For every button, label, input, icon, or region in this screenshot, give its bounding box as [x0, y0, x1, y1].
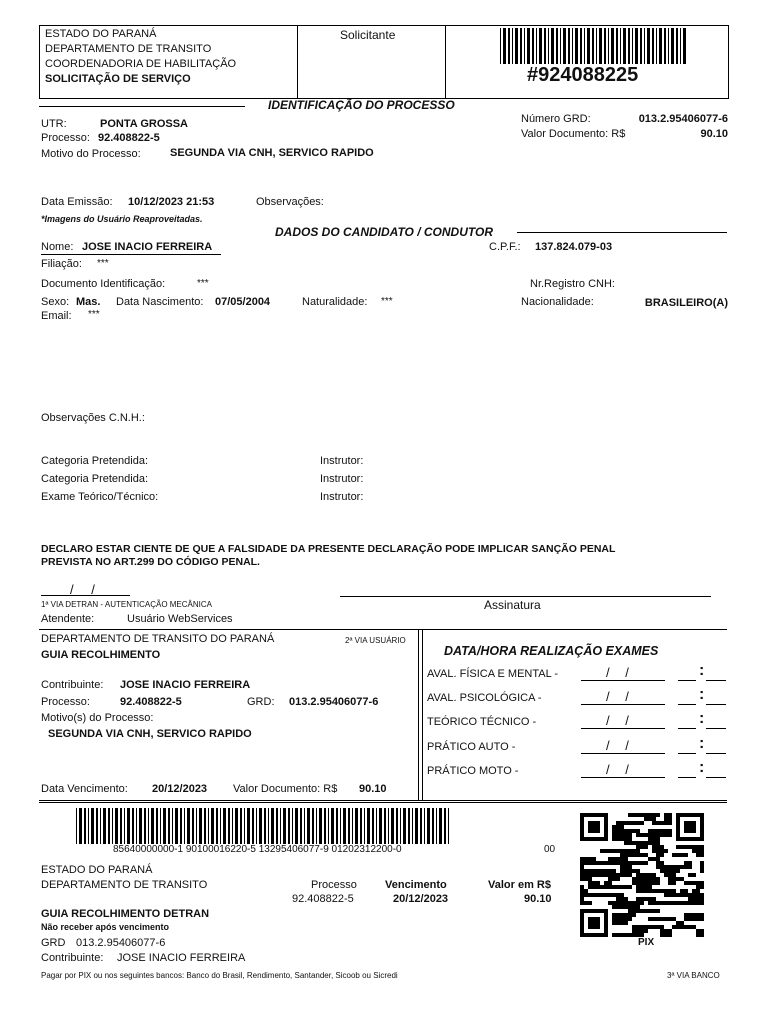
exam-row-date-line [581, 753, 665, 754]
guide-contributor-label: Contribuinte: [41, 679, 104, 691]
naturality-label: Naturalidade: [302, 296, 368, 308]
slip-contributor-value: JOSE INACIO FERREIRA [117, 952, 246, 964]
exam-row-minute-line [706, 704, 726, 705]
process-value: 92.408822-5 [98, 132, 160, 144]
exam-row-date-blank: / / [606, 738, 629, 753]
exam-row-date-blank: / / [606, 762, 629, 777]
digitable-line: 85640000000-1 90100016220-5 13295406077-9 01202312200-0 [113, 844, 402, 855]
guide-value: 90.10 [359, 783, 387, 795]
slip-value-label: Valor em R$ [488, 879, 551, 891]
exam-row-label: PRÁTICO MOTO - [427, 765, 519, 777]
guide-divider-b [422, 629, 423, 801]
exam-row-label: PRÁTICO AUTO - [427, 741, 516, 753]
guide-process-label: Processo: [41, 696, 90, 708]
via1-label: 1ª VIA DETRAN - AUTENTICAÇÃO MECÂNICA [41, 600, 212, 609]
requester-label: Solicitante [340, 28, 396, 42]
guide-due-label: Data Vencimento: [41, 783, 128, 795]
exam-row-date-blank: / / [606, 713, 629, 728]
payment-barcode [76, 808, 451, 844]
guide-bottom-rule [39, 800, 727, 801]
attendant-value: Usuário WebServices [127, 613, 233, 625]
guide-contributor-value: JOSE INACIO FERREIRA [120, 679, 251, 691]
cpf-value: 137.824.079-03 [535, 241, 613, 253]
pix-qr-code [580, 813, 708, 937]
sex-value: Mas. [76, 296, 101, 308]
category-1-label: Categoria Pretendida: [41, 455, 149, 467]
pix-label: PIX [638, 937, 655, 948]
signature-line [340, 596, 711, 597]
slip-value: 90.10 [524, 893, 552, 905]
via3-label: 3ª VIA BANCO [667, 971, 720, 980]
exam-row-time-sep: : [699, 686, 705, 703]
slip-payment-note: Pagar por PIX ou nos seguintes bancos: Banco do Brasil, Rendimento, Santander, Sicoob ou Sicredi [41, 971, 398, 980]
exam-row-time-sep: : [699, 710, 705, 727]
slip-org-line-2: DEPARTAMENTO DE TRANSITO [41, 879, 208, 891]
guide-dept: DEPARTAMENTO DE TRANSITO DO PARANÁ [41, 633, 275, 645]
header-divider-2 [445, 25, 446, 98]
org-line-2: DEPARTAMENTO DE TRANSITO [45, 43, 212, 55]
instructor-2-label: Instrutor: [320, 473, 364, 485]
code-suffix: 00 [544, 844, 556, 855]
slip-org-line-1: ESTADO DO PARANÁ [41, 864, 153, 876]
grd-value: 013.2.95406077-6 [638, 113, 728, 125]
id-doc-value: *** [197, 278, 209, 289]
exam-row-minute-line [706, 728, 726, 729]
doc-title: SOLICITAÇÃO DE SERVIÇO [45, 73, 191, 85]
slip-grd-label: GRD [41, 937, 66, 949]
slip-process-value: 92.408822-5 [292, 893, 354, 905]
name-value: JOSE INACIO FERREIRA [82, 241, 213, 253]
process-section-rule [39, 106, 245, 107]
category-2-label: Categoria Pretendida: [41, 473, 149, 485]
exam-row-time-sep: : [699, 662, 705, 679]
attendant-label: Atendente: [41, 613, 95, 625]
doc-value: 90.10 [700, 128, 728, 140]
filiation-value: *** [97, 258, 109, 269]
exams-title: DATA/HORA REALIZAÇÃO EXAMES [444, 644, 659, 658]
header-divider-1 [297, 25, 298, 98]
candidate-section-title: DADOS DO CANDIDATO / CONDUTOR [275, 225, 494, 239]
cpf-label: C.P.F.: [489, 241, 521, 253]
instructor-3-label: Instrutor: [320, 491, 364, 503]
exam-row-hour-line [678, 777, 696, 778]
exam-row-date-blank: / / [606, 689, 629, 704]
birth-label: Data Nascimento: [116, 296, 204, 308]
exam-row-minute-line [706, 777, 726, 778]
exam-row-label: AVAL. PSICOLÓGICA - [427, 692, 542, 704]
guide-reasons-label: Motivo(s) do Processo: [41, 712, 154, 724]
grd-label: Número GRD: [521, 113, 591, 125]
slip-due-label: Vencimento [385, 879, 447, 891]
exam-row-minute-line [706, 753, 726, 754]
exam-row-date-line [581, 680, 665, 681]
exam-row-time-sep: : [699, 735, 705, 752]
candidate-section-rule [517, 232, 727, 233]
process-label: Processo: [41, 132, 90, 144]
reason-label: Motivo do Processo: [41, 148, 141, 160]
signature-label: Assinatura [484, 598, 541, 612]
slip-process-label: Processo [311, 879, 357, 891]
guide-process-value: 92.408822-5 [120, 696, 182, 708]
exam-row-date-line [581, 777, 665, 778]
guide-title: GUIA RECOLHIMENTO [41, 649, 161, 661]
guide-divider-a [418, 629, 419, 801]
declaration-line-2: PREVISTA NO ART.299 DO CÓDIGO PENAL. [41, 556, 260, 568]
exam-row-time-sep: : [699, 759, 705, 776]
instructor-1-label: Instrutor: [320, 455, 364, 467]
declaration-line-1: DECLARO ESTAR CIENTE DE QUE A FALSIDADE DA PRESENTE DECLARAÇÃO PODE IMPLICAR SANÇÃO PENAL [41, 543, 616, 555]
name-label: Nome: [41, 241, 74, 253]
exam-row-date-blank: / / [606, 665, 629, 680]
guide-reason-value: SEGUNDA VIA CNH, SERVICO RAPIDO [48, 728, 252, 740]
naturality-value: *** [381, 296, 393, 307]
exam-row-hour-line [678, 728, 696, 729]
declaration-date-line [41, 595, 130, 596]
guide-grd-label: GRD: [247, 696, 275, 708]
exam-row-label: TEÓRICO TÉCNICO - [427, 716, 537, 728]
exam-row-hour-line [678, 704, 696, 705]
process-section-title: IDENTIFICAÇÃO DO PROCESSO [268, 98, 455, 112]
exam-row-minute-line [706, 680, 726, 681]
utr-value: PONTA GROSSA [100, 118, 189, 130]
sex-label: Sexo: [41, 296, 70, 308]
guide-top-rule [39, 629, 727, 630]
obs-label: Observações: [256, 196, 324, 208]
slip-due-value: 20/12/2023 [393, 893, 449, 905]
declaration-date-blank: / / [70, 582, 95, 597]
guide-grd-value: 013.2.95406077-6 [289, 696, 379, 708]
slip-grd-value: 013.2.95406077-6 [76, 937, 166, 949]
exam-row-hour-line [678, 753, 696, 754]
via2-label: 2ª VIA USUÁRIO [345, 636, 406, 645]
cnh-reg-label: Nr.Registro CNH: [530, 278, 615, 290]
email-value: *** [88, 309, 100, 320]
guide-due-value: 20/12/2023 [152, 783, 208, 795]
reused-images-note: *Imagens do Usuário Reaproveitadas. [41, 214, 203, 224]
utr-label: UTR: [41, 118, 67, 130]
birth-value: 07/05/2004 [215, 296, 271, 308]
doc-value-label: Valor Documento: R$ [521, 128, 626, 140]
issue-label: Data Emissão: [41, 196, 113, 208]
guide-value-label: Valor Documento: R$ [233, 783, 338, 795]
exam-row-date-line [581, 728, 665, 729]
slip-title: GUIA RECOLHIMENTO DETRAN [41, 908, 210, 920]
filiation-label: Filiação: [41, 258, 82, 270]
exam-row-hour-line [678, 680, 696, 681]
id-doc-label: Documento Identificação: [41, 278, 166, 290]
slip-no-receive-note: Não receber após vencimento [41, 922, 170, 932]
email-label: Email: [41, 310, 72, 322]
nationality-label: Nacionalidade: [521, 296, 594, 308]
reason-value: SEGUNDA VIA CNH, SERVICO RAPIDO [170, 147, 374, 159]
cnh-obs-label: Observações C.N.H.: [41, 412, 145, 424]
request-barcode [500, 28, 688, 64]
request-number: #924088225 [527, 64, 639, 86]
name-underline [41, 254, 221, 255]
exam-row-label: AVAL. FÍSICA E MENTAL - [427, 668, 559, 680]
nationality-value: BRASILEIRO(A) [644, 297, 728, 309]
org-line-3: COORDENADORIA DE HABILITAÇÃO [45, 58, 237, 70]
exam-label: Exame Teórico/Técnico: [41, 491, 159, 503]
org-line-1: ESTADO DO PARANÁ [45, 28, 157, 40]
slip-contributor-label: Contribuinte: [41, 952, 104, 964]
guide-bottom-rule-2 [39, 802, 727, 803]
issue-value: 10/12/2023 21:53 [128, 196, 215, 208]
exam-row-date-line [581, 704, 665, 705]
